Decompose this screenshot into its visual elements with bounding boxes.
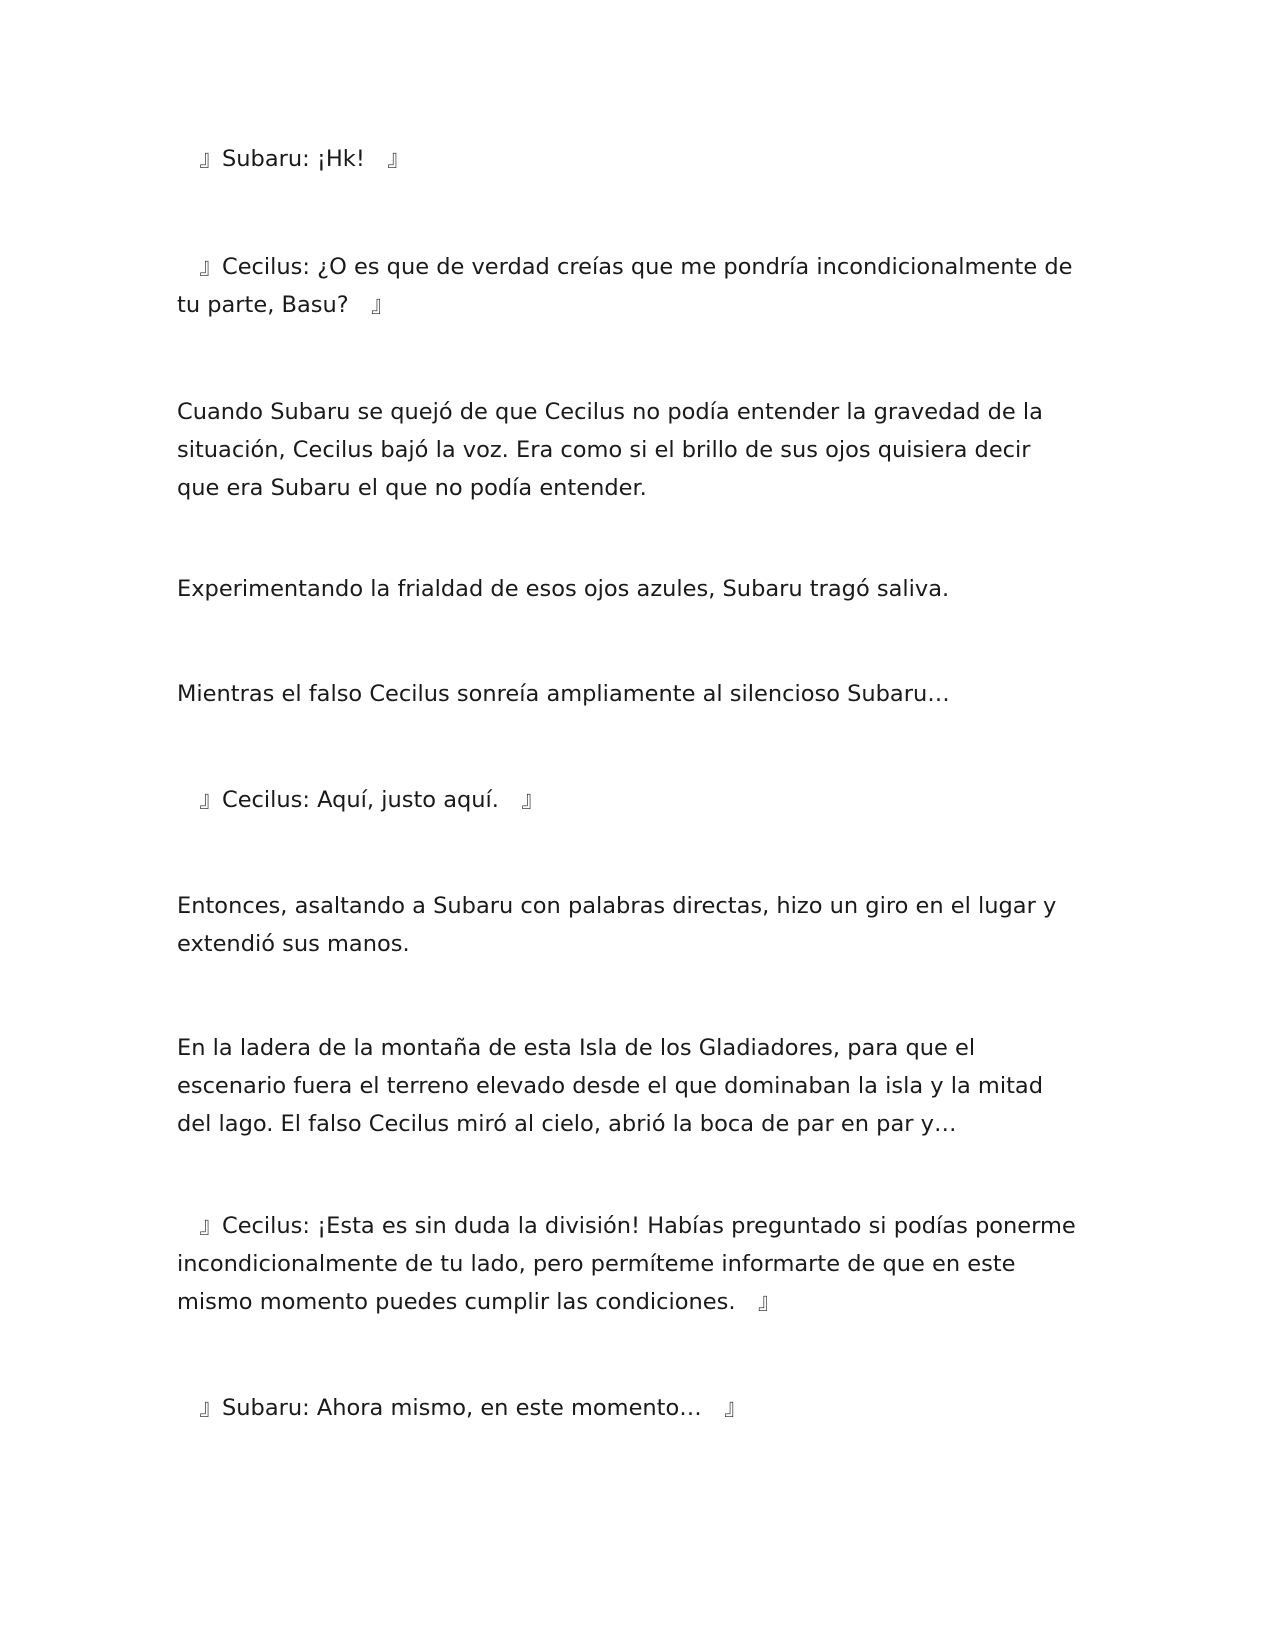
text-line: tu parte, Basu? 』 bbox=[177, 292, 394, 318]
narration-paragraph bbox=[177, 1029, 1107, 1143]
dialogue-subaru-hk bbox=[177, 140, 1107, 178]
narration-paragraph bbox=[177, 675, 1107, 713]
text-line: Entonces, asaltando a Subaru con palabras directas, hizo un giro en el lugar y bbox=[177, 893, 1057, 919]
dialogue-cecilus-incondicional bbox=[177, 248, 1107, 324]
dialogue-cecilus-aqui bbox=[177, 781, 1107, 819]
text-line: Cuando Subaru se quejó de que Cecilus no podía entender la gravedad de la bbox=[177, 399, 1043, 425]
text-line: 』Subaru: Ahora mismo, en este momento… 』 bbox=[177, 1395, 747, 1421]
text-line: 』Cecilus: ¡Esta es sin duda la división! Habías preguntado si podías ponerme bbox=[177, 1213, 1076, 1239]
text-line: 』Cecilus: ¿O es que de verdad creías que me pondría incondicionalmente de bbox=[177, 254, 1073, 280]
text-line: Experimentando la frialdad de esos ojos azules, Subaru tragó saliva. bbox=[177, 576, 950, 602]
text-line: extendió sus manos. bbox=[177, 931, 410, 957]
text-line: situación, Cecilus bajó la voz. Era como si el brillo de sus ojos quisiera decir bbox=[177, 437, 1031, 463]
text-line: 』Cecilus: Aquí, justo aquí. 』 bbox=[177, 787, 544, 813]
text-line: escenario fuera el terreno elevado desde el que dominaban la isla y la mitad bbox=[177, 1073, 1043, 1099]
text-line: mismo momento puedes cumplir las condiciones. 』 bbox=[177, 1289, 781, 1315]
text-line: incondicionalmente de tu lado, pero permíteme informarte de que en este bbox=[177, 1251, 1016, 1277]
narration-paragraph bbox=[177, 393, 1107, 507]
narration-paragraph bbox=[177, 887, 1107, 963]
text-line: 』Subaru: ¡Hk! 』 bbox=[177, 146, 410, 172]
narration-paragraph bbox=[177, 570, 1107, 608]
text-line: Mientras el falso Cecilus sonreía ampliamente al silencioso Subaru… bbox=[177, 681, 950, 707]
dialogue-cecilus-division bbox=[177, 1207, 1107, 1321]
dialogue-subaru-ahora bbox=[177, 1389, 1107, 1427]
text-line: que era Subaru el que no podía entender. bbox=[177, 475, 647, 501]
text-line: En la ladera de la montaña de esta Isla de los Gladiadores, para que el bbox=[177, 1035, 976, 1061]
text-line: del lago. El falso Cecilus miró al cielo, abrió la boca de par en par y… bbox=[177, 1111, 957, 1137]
